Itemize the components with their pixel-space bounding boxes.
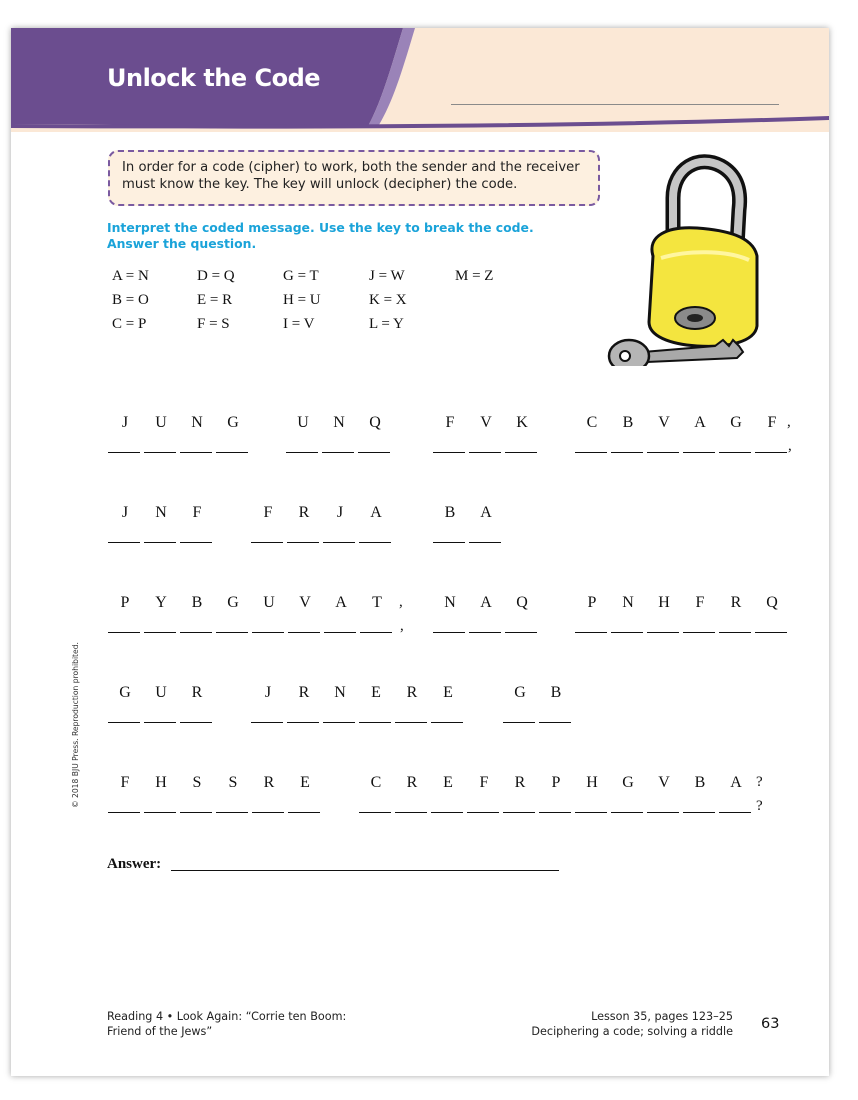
answer-blank[interactable] bbox=[180, 542, 212, 543]
key-h: H = U bbox=[283, 292, 321, 308]
punctuation-question: ? bbox=[756, 774, 763, 790]
cipher-letter: U bbox=[155, 414, 168, 431]
punctuation-comma: , bbox=[787, 414, 791, 430]
answer-blank[interactable] bbox=[323, 542, 355, 543]
answer-blank[interactable] bbox=[144, 722, 176, 723]
cipher-letter: V bbox=[299, 594, 312, 611]
answer-blank[interactable] bbox=[431, 812, 463, 813]
cipher-letter: C bbox=[586, 414, 599, 431]
cipher-letter: G bbox=[227, 414, 240, 431]
answer-blank[interactable] bbox=[611, 632, 643, 633]
answer-blank[interactable] bbox=[433, 632, 465, 633]
cipher-letter: N bbox=[191, 414, 204, 431]
answer-blank[interactable] bbox=[358, 452, 390, 453]
answer-blank[interactable] bbox=[503, 722, 535, 723]
answer-blank[interactable] bbox=[611, 452, 643, 453]
answer-blank[interactable] bbox=[324, 632, 356, 633]
cipher-letter: A bbox=[370, 504, 383, 521]
cipher-letter: F bbox=[120, 774, 131, 791]
answer-blank[interactable] bbox=[575, 452, 607, 453]
answer-blank[interactable] bbox=[647, 812, 679, 813]
answer-blank[interactable] bbox=[469, 632, 501, 633]
cipher-letter: A bbox=[480, 504, 493, 521]
answer-blank[interactable] bbox=[359, 812, 391, 813]
answer-blank[interactable] bbox=[469, 542, 501, 543]
worksheet-page bbox=[11, 28, 829, 1076]
answer-blank[interactable] bbox=[647, 452, 679, 453]
punctuation-comma: , bbox=[788, 438, 792, 454]
info-line-1: In order for a code (cipher) to work, both the sender and the receiver bbox=[122, 160, 580, 175]
answer-blank[interactable] bbox=[322, 452, 354, 453]
answer-blank[interactable] bbox=[539, 812, 571, 813]
cipher-letter: Q bbox=[766, 594, 779, 611]
answer-blank[interactable] bbox=[216, 632, 248, 633]
key-b: B = O bbox=[112, 292, 149, 308]
answer-blank[interactable] bbox=[647, 632, 679, 633]
answer-blank[interactable] bbox=[144, 812, 176, 813]
answer-blank[interactable] bbox=[216, 812, 248, 813]
answer-blank[interactable] bbox=[108, 452, 140, 453]
answer-blank[interactable] bbox=[251, 542, 283, 543]
answer-blank[interactable] bbox=[252, 812, 284, 813]
cipher-letter: R bbox=[191, 684, 204, 701]
key-a: A = N bbox=[112, 268, 149, 284]
key-f: F = S bbox=[197, 316, 230, 332]
cipher-letter: G bbox=[514, 684, 527, 701]
cipher-letter: E bbox=[443, 774, 454, 791]
cipher-letter: J bbox=[336, 504, 345, 521]
answer-blank[interactable] bbox=[611, 812, 643, 813]
punctuation-comma: , bbox=[400, 618, 404, 634]
footer-left-line-2: Friend of the Jews” bbox=[107, 1025, 213, 1038]
cipher-letter: S bbox=[228, 774, 239, 791]
cipher-letter: N bbox=[334, 684, 347, 701]
cipher-letter: E bbox=[371, 684, 382, 701]
answer-blank[interactable] bbox=[287, 722, 319, 723]
answer-blank[interactable] bbox=[286, 452, 318, 453]
cipher-letter: F bbox=[192, 504, 203, 521]
answer-blank[interactable] bbox=[755, 632, 787, 633]
cipher-letter: J bbox=[264, 684, 273, 701]
cipher-row-1 bbox=[11, 414, 829, 474]
answer-blank[interactable] bbox=[144, 452, 176, 453]
cipher-row-2 bbox=[11, 504, 829, 564]
cipher-letter: Q bbox=[369, 414, 382, 431]
cipher-letter: R bbox=[514, 774, 527, 791]
info-line-2: must know the key. The key will unlock (decipher) the code. bbox=[122, 177, 518, 192]
cipher-letter: G bbox=[730, 414, 743, 431]
instructions bbox=[107, 220, 534, 252]
padlock-with-key-icon bbox=[607, 146, 767, 366]
answer-line[interactable] bbox=[171, 870, 559, 871]
answer-blank[interactable] bbox=[359, 542, 391, 543]
answer-blank[interactable] bbox=[108, 812, 140, 813]
answer-blank[interactable] bbox=[505, 452, 537, 453]
answer-blank[interactable] bbox=[503, 812, 535, 813]
answer-blank[interactable] bbox=[395, 812, 427, 813]
cipher-letter: H bbox=[658, 594, 671, 611]
cipher-row-3 bbox=[11, 594, 829, 654]
answer-blank[interactable] bbox=[683, 632, 715, 633]
cipher-letter: V bbox=[480, 414, 493, 431]
answer-label: Answer: bbox=[107, 856, 162, 872]
cipher-letter: E bbox=[300, 774, 311, 791]
cipher-letter: F bbox=[445, 414, 456, 431]
punctuation-comma: , bbox=[399, 594, 403, 610]
cipher-letter: B bbox=[694, 774, 707, 791]
answer-blank[interactable] bbox=[433, 542, 465, 543]
answer-blank[interactable] bbox=[467, 812, 499, 813]
answer-blank[interactable] bbox=[395, 722, 427, 723]
instructions-line-1: Interpret the coded message. Use the key to break the code. bbox=[107, 220, 534, 235]
answer-blank[interactable] bbox=[287, 542, 319, 543]
answer-blank[interactable] bbox=[575, 812, 607, 813]
cipher-letter: U bbox=[263, 594, 276, 611]
answer-blank[interactable] bbox=[288, 812, 320, 813]
answer-blank[interactable] bbox=[288, 632, 320, 633]
answer-blank[interactable] bbox=[251, 722, 283, 723]
cipher-letter: V bbox=[658, 414, 671, 431]
answer-blank[interactable] bbox=[180, 812, 212, 813]
page-number: 63 bbox=[761, 1016, 780, 1032]
answer-blank[interactable] bbox=[505, 632, 537, 633]
cipher-letter: P bbox=[587, 594, 598, 611]
answer-blank[interactable] bbox=[180, 452, 212, 453]
cipher-letter: F bbox=[479, 774, 490, 791]
cipher-letter: U bbox=[297, 414, 310, 431]
answer-blank[interactable] bbox=[359, 722, 391, 723]
cipher-letter: B bbox=[550, 684, 563, 701]
cipher-row-4 bbox=[11, 684, 829, 744]
answer-blank[interactable] bbox=[683, 452, 715, 453]
footer-right-line-2: Deciphering a code; solving a riddle bbox=[531, 1025, 733, 1038]
cipher-letter: Q bbox=[516, 594, 529, 611]
footer-left-line-1: Reading 4 • Look Again: “Corrie ten Boom: bbox=[107, 1010, 347, 1023]
footer-right bbox=[531, 1009, 733, 1039]
cipher-letter: R bbox=[730, 594, 743, 611]
cipher-letter: A bbox=[730, 774, 743, 791]
cipher-letter: F bbox=[263, 504, 274, 521]
key-j: J = W bbox=[369, 268, 405, 284]
answer-blank[interactable] bbox=[683, 812, 715, 813]
answer-blank[interactable] bbox=[719, 812, 751, 813]
cipher-letter: R bbox=[406, 774, 419, 791]
punctuation-question: ? bbox=[756, 798, 763, 814]
answer-blank[interactable] bbox=[108, 632, 140, 633]
cipher-letter: H bbox=[586, 774, 599, 791]
answer-blank[interactable] bbox=[323, 722, 355, 723]
cipher-letter: R bbox=[298, 504, 311, 521]
cipher-letter: J bbox=[121, 414, 130, 431]
answer-blank[interactable] bbox=[433, 452, 465, 453]
cipher-letter: F bbox=[767, 414, 778, 431]
answer-blank[interactable] bbox=[719, 452, 751, 453]
key-k: K = X bbox=[369, 292, 407, 308]
key-m: M = Z bbox=[455, 268, 494, 284]
key-c: C = P bbox=[112, 316, 147, 332]
cipher-letter: N bbox=[333, 414, 346, 431]
cipher-letter: G bbox=[622, 774, 635, 791]
cipher-letter: C bbox=[370, 774, 383, 791]
cipher-letter: V bbox=[658, 774, 671, 791]
cipher-letter: P bbox=[551, 774, 562, 791]
key-g: G = T bbox=[283, 268, 319, 284]
key-l: L = Y bbox=[369, 316, 404, 332]
cipher-letter: B bbox=[191, 594, 204, 611]
answer-blank[interactable] bbox=[719, 632, 751, 633]
answer-blank[interactable] bbox=[216, 452, 248, 453]
cipher-letter: A bbox=[694, 414, 707, 431]
name-line bbox=[451, 104, 779, 105]
answer-blank[interactable] bbox=[539, 722, 571, 723]
answer-blank[interactable] bbox=[144, 542, 176, 543]
cipher-letter: A bbox=[335, 594, 348, 611]
page-title: Unlock the Code bbox=[107, 64, 321, 92]
cipher-letter: S bbox=[192, 774, 203, 791]
cipher-letter: N bbox=[155, 504, 168, 521]
cipher-letter: T bbox=[372, 594, 383, 611]
instructions-line-2: Answer the question. bbox=[107, 236, 257, 251]
cipher-letter: N bbox=[444, 594, 457, 611]
answer-blank[interactable] bbox=[360, 632, 392, 633]
footer-right-line-1: Lesson 35, pages 123–25 bbox=[591, 1010, 733, 1023]
key-e: E = R bbox=[197, 292, 233, 308]
info-box bbox=[108, 150, 600, 206]
cipher-letter: R bbox=[263, 774, 276, 791]
answer-blank[interactable] bbox=[755, 452, 787, 453]
answer-blank[interactable] bbox=[108, 542, 140, 543]
cipher-letter: J bbox=[121, 504, 130, 521]
answer-blank[interactable] bbox=[252, 632, 284, 633]
cipher-letter: Y bbox=[155, 594, 168, 611]
cipher-letter: R bbox=[406, 684, 419, 701]
cipher-letter: E bbox=[443, 684, 454, 701]
key-d: D = Q bbox=[197, 268, 235, 284]
cipher-letter: B bbox=[444, 504, 457, 521]
cipher-letter: G bbox=[119, 684, 132, 701]
cipher-letter: B bbox=[622, 414, 635, 431]
key-i: I = V bbox=[283, 316, 315, 332]
cipher-letter: A bbox=[480, 594, 493, 611]
cipher-letter: P bbox=[120, 594, 131, 611]
answer-blank[interactable] bbox=[144, 632, 176, 633]
cipher-letter: R bbox=[298, 684, 311, 701]
answer-blank[interactable] bbox=[431, 722, 463, 723]
cipher-letter: N bbox=[622, 594, 635, 611]
answer-blank[interactable] bbox=[180, 632, 212, 633]
answer-blank[interactable] bbox=[575, 632, 607, 633]
cipher-letter: K bbox=[516, 414, 529, 431]
cipher-row-5 bbox=[11, 774, 829, 834]
copyright-notice: © 2018 BJU Press. Reproduction prohibited. bbox=[71, 642, 80, 808]
footer-left bbox=[107, 1009, 346, 1039]
answer-blank[interactable] bbox=[180, 722, 212, 723]
cipher-letter: F bbox=[695, 594, 706, 611]
cipher-letter: U bbox=[155, 684, 168, 701]
cipher-letter: G bbox=[227, 594, 240, 611]
answer-blank[interactable] bbox=[108, 722, 140, 723]
answer-blank[interactable] bbox=[469, 452, 501, 453]
cipher-letter: H bbox=[155, 774, 168, 791]
